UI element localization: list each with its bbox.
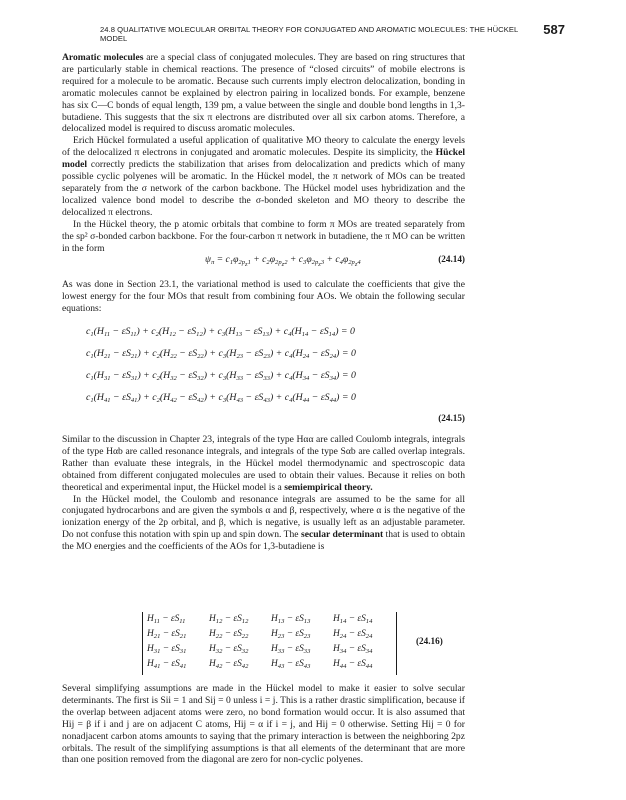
paragraph-text: are a special class of conjugated molecules. They are based on ring structures that are particularly stable in chemical reactions. The presence of “closed circuits” of mobile electrons is required for a molecule to be aromatic. Because such currents imply electron delocalization, bonding in aromatic molecules cannot be explained by electron pairing in localized bonds. For example, benzene has six C—C bonds of equal length, 139 pm, a value between the single and double bond lengths in 1,3-butadiene. This suggests that the six π electrons are distributed over all six carbon atoms. Therefore, a delocalized model is required to discuss aromatic molecules. <box>62 52 465 135</box>
term-semiempirical-theory: semiempirical theory. <box>284 481 373 493</box>
determinant-bar-right <box>396 612 397 675</box>
determinant-row-2: $H_{21} - \varepsilon S_{21}$ $H_{22} - \varepsilon S_{22}$ $H_{23} - \varepsilon S_{23}$ $H_{24} - \varepsilon S_{24}$ <box>147 629 373 640</box>
paragraph-text: Several simplifying assumptions are made in the Hückel model to make it easier to solve secular determinants. The first is Sii = 1 and Sij = 0 unless i = j. This is a rather drastic simplification, because if the overlap between adjacent atoms were zero, no bond formation would occur. It is also assumed that Hij = β if i and j are on adjacent C atoms, Hij = α if i = j, and Hij = 0 otherwise. Setting Hij = 0 for nonadjacent carbon atoms amounts to saying that the primary interaction is between the neighboring 2pz orbitals. The result of the simplifying assumptions is that all elements of the determinant that are more than one position removed from the diagonal are zero for non-cyclic polyenes. <box>62 683 465 766</box>
determinant-bar-left <box>142 612 143 675</box>
paragraph-simplifying-assumptions <box>62 683 465 766</box>
paragraph-text: In the Hückel model, the Coulomb and resonance integrals are assumed to be the same for all conjugated hydrocarbons and are given the symbols α and β, respectively, where α is the negative of the ionization energy of the 2p orbital, and β, which is negative, is usually left as an adjustable parameter. Do not confuse this notation with spin up and spin down. The <box>62 493 465 541</box>
equation-number: (24.16) <box>416 636 443 646</box>
determinant-row-4: $H_{41} - \varepsilon S_{41}$ $H_{42} - \varepsilon S_{42}$ $H_{43} - \varepsilon S_{43}$ $H_{44} - \varepsilon S_{44}$ <box>147 659 373 670</box>
paragraph-aromatic-molecules <box>62 52 465 254</box>
equation-number: (24.15) <box>438 413 465 423</box>
paragraph-text: Erich Hückel formulated a useful application of qualitative MO theory to calculate the energy levels of the delocalized π electrons in conjugated and aromatic molecules. Despite its simplicity, the <box>62 135 465 159</box>
secular-determinant <box>142 612 397 675</box>
paragraph-text: As was done in Section 23.1, the variational method is used to calculate the coefficients that give the lowest energy for the four MOs that result from combining four AOs. We obtain the following secular equations: <box>62 279 465 314</box>
secular-equation-3: $c_1(H_{31} - \varepsilon S_{31}) + c_2(H_{32} - \varepsilon S_{32}) + c_3(H_{33} - \varepsilon S_{33}) + c_4(H_{34} - \varepsilon S_{34}) = 0$ <box>86 370 356 382</box>
secular-equation-1: $c_1(H_{11} - \varepsilon S_{11}) + c_2(H_{12} - \varepsilon S_{12}) + c_3(H_{13} - \varepsilon S_{13}) + c_4(H_{14} - \varepsilon S_{14}) = 0$ <box>86 326 355 338</box>
running-head: 24.8 QUALITATIVE MOLECULAR ORBITAL THEORY FOR CONJUGATED AND AROMATIC MOLECULES: THE HÜCKEL MODEL <box>100 25 518 43</box>
paragraph-text: that is used to obtain the MO energies and the coefficients of the AOs for 1,3-butadiene is <box>62 529 465 553</box>
paragraph-variational <box>62 279 465 315</box>
term-secular-determinant: secular determinant <box>300 529 384 541</box>
equation-number: (24.14) <box>438 254 465 264</box>
paragraph-text: In the Hückel theory, the p atomic orbitals that combine to form π MOs are treated separately from the sp² σ-bonded carbon backbone. For the four-carbon π network in butadiene, the π MO can be written in the form <box>62 218 465 254</box>
secular-equation-2: $c_1(H_{21} - \varepsilon S_{21}) + c_2(H_{22} - \varepsilon S_{22}) + c_3(H_{23} - \varepsilon S_{23}) + c_4(H_{24} - \varepsilon S_{24}) = 0$ <box>86 348 356 360</box>
equation-24-14: $\psi_\pi = c_1\varphi_{2p_z1} + c_2\varphi_{2p_z2} + c_3\varphi_{2p_z3} + c_4\varphi_{2p_z4}$ (24.14) <box>205 254 465 268</box>
page-header <box>100 22 565 43</box>
paragraph-text: correctly predicts the stabilization that arises from delocalization and predicts which of many possible cyclic polyenes will be aromatic. In the Hückel model, the π network of MOs can be treated separately from the σ network of the carbon backbone. The Hückel model uses hybridization and the localized valence bond model to describe the σ-bonded skeleton and MO theory to describe the delocalized π electrons. <box>62 159 465 218</box>
page-number: 587 <box>543 22 565 37</box>
term-huckel-model: Hückel model <box>62 147 465 171</box>
paragraph-integrals <box>62 434 465 553</box>
paragraph-text: Similar to the discussion in Chapter 23, integrals of the type Hαα are called Coulomb integrals, integrals of the type Hαb are called resonance integrals, and integrals of the type Sαb are called overlap integrals. Rather than evaluate these integrals, in the Hückel model thermodynamic and spectroscopic data obtained from different conjugated molecules are used to obtain their values. Because it relies on both theoretical and experimental input, the Hückel model is a <box>62 434 465 493</box>
determinant-row-3: $H_{31} - \varepsilon S_{31}$ $H_{32} - \varepsilon S_{32}$ $H_{33} - \varepsilon S_{33}$ $H_{34} - \varepsilon S_{34}$ <box>147 644 373 655</box>
secular-equation-4: $c_1(H_{41} - \varepsilon S_{41}) + c_2(H_{42} - \varepsilon S_{42}) + c_3(H_{43} - \varepsilon S_{43}) + c_4(H_{44} - \varepsilon S_{44}) = 0$ <box>86 392 356 404</box>
term-aromatic-molecules: Aromatic molecules <box>62 52 144 63</box>
determinant-row-1: $H_{11} - \varepsilon S_{11}$ $H_{12} - \varepsilon S_{12}$ $H_{13} - \varepsilon S_{13}$ $H_{14} - \varepsilon S_{14}$ <box>147 614 373 625</box>
